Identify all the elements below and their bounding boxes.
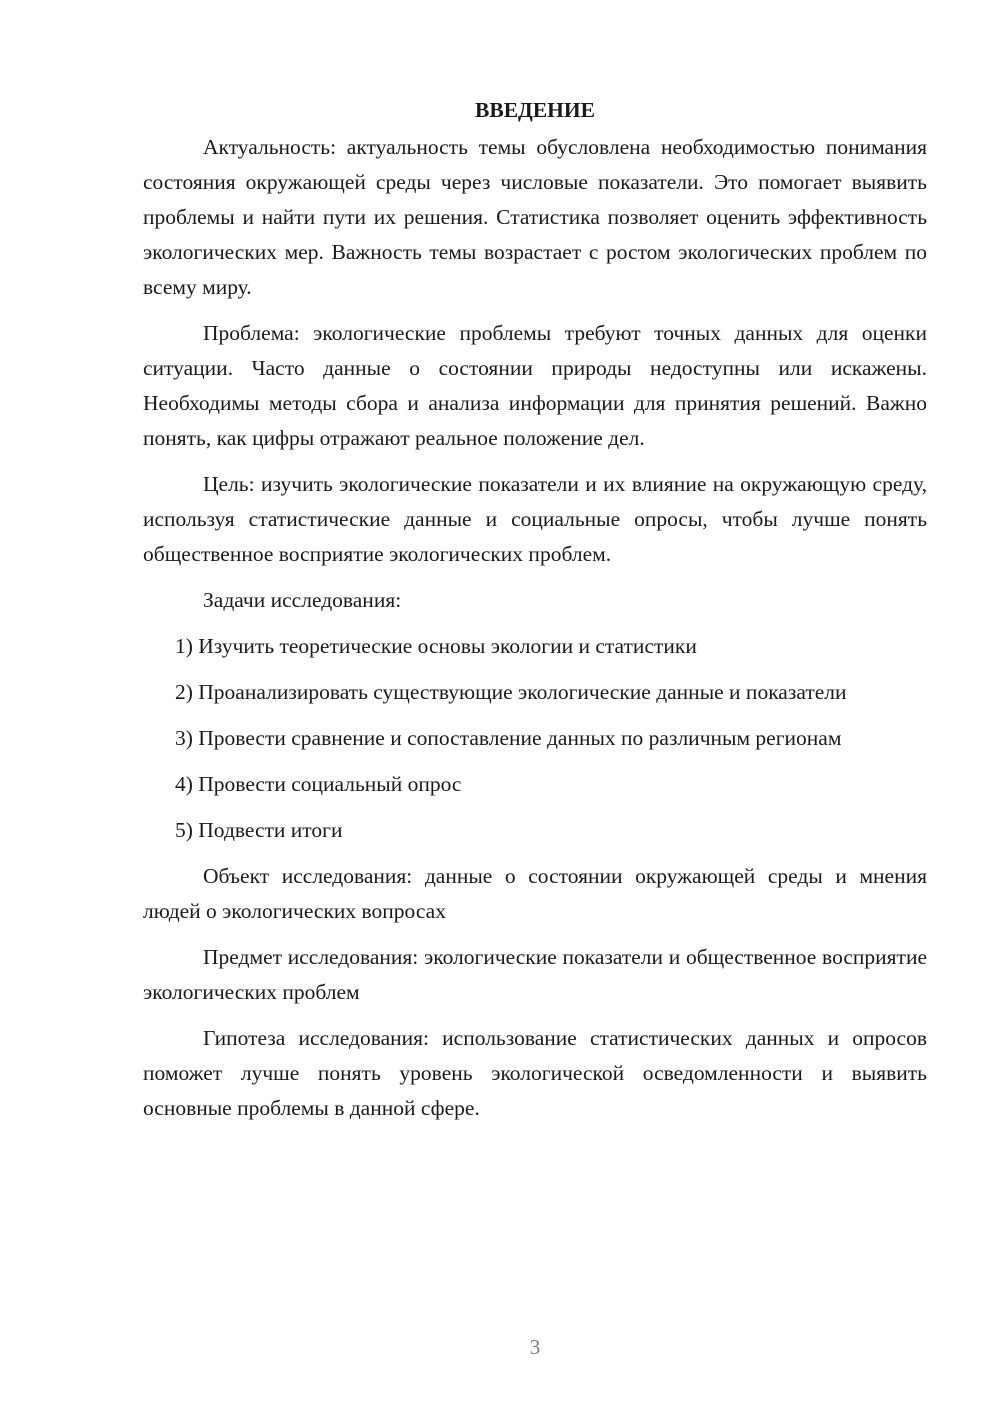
hypothesis-paragraph: Гипотеза исследования: использование статистических данных и опросов поможет лучше понять уровень экологической осведомленности и выявить основные проблемы в данной сфере.	[143, 1026, 927, 1120]
goal-paragraph: Цель: изучить экологические показатели и их влияние на окружающую среду, используя статистические данные и социальные опросы, чтобы лучше понять общественное восприятие экологических проблем.	[143, 472, 927, 566]
task-item: 2) Проанализировать существующие экологические данные и показатели	[175, 680, 847, 704]
object-paragraph: Объект исследования: данные о состоянии окружающей среды и мнения людей о экологических вопросах	[143, 864, 927, 923]
task-item: 4) Провести социальный опрос	[175, 772, 462, 796]
task-item: 3) Провести сравнение и сопоставление данных по различным регионам	[175, 726, 842, 750]
relevance-paragraph: Актуальность: актуальность темы обусловлена необходимостью понимания состояния окружающей среды через числовые показатели. Это помогает выявить проблемы и найти пути их решения. Статистика позволяет оценить эффективность экологических мер. Важность темы возрастает с ростом экологических проблем по всему миру.	[143, 135, 927, 299]
tasks-heading: Задачи исследования:	[203, 588, 402, 612]
task-item: 5) Подвести итоги	[175, 818, 343, 842]
task-item: 1) Изучить теоретические основы экологии и статистики	[175, 634, 697, 658]
page-number: 3	[529, 1335, 541, 1359]
page-content	[143, 93, 927, 1137]
problem-paragraph: Проблема: экологические проблемы требуют точных данных для оценки ситуации. Часто данные о состоянии природы недоступны или искажены. Необходимы методы сбора и анализа информации для принятия решений. Важно понять, как цифры отражают реальное положение дел.	[143, 321, 927, 450]
section-title: ВВЕДЕНИЕ	[475, 98, 595, 122]
subject-paragraph: Предмет исследования: экологические показатели и общественное восприятие экологических проблем	[143, 945, 927, 1004]
